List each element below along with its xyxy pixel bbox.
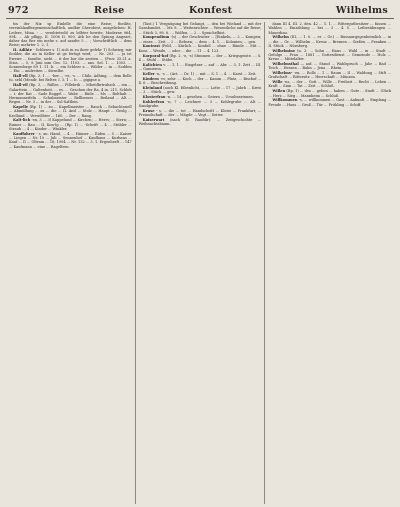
- dictionary-entry: [139, 63, 262, 72]
- entry-text: -n. ... 14 ... gesehen ... Geiern ... Ursulinerinnen.: [166, 94, 254, 99]
- entry-headword: Kompendium: [142, 35, 170, 40]
- entry-text: (Rp. 1) ... des ... geben ... haben ... Gute ... Stadt ... Glück ... Herz ... Sieg ... Mannheim ... Schluß.: [268, 89, 391, 98]
- entry-text: v. ... 1, 1 ... Eingelner ... auf ... Abr. ... 3, 1. Zeit ... III. ... Gamieron.: [138, 62, 262, 71]
- entry-text: (Rp. 1) ... zu ... Kapellmeister ... Rauch ... Sebachtonell ... Abmüllung ... zu ... die ... II. Antl ... Stolz ... Haupt ... Geolg ... Krellund ... Verwölbter ... 160. ... Der ... Rang.: [9, 105, 132, 118]
- entry-headword: Kalichten: [142, 62, 162, 67]
- entry-headword: Wilhelms-: [272, 71, 293, 76]
- entry-headword: Hall-eil: [13, 83, 28, 88]
- entry-headword: Kapelle: [13, 105, 29, 110]
- entry-text: - Schleser s. 1) sich in zu ihrer gefehr 1) Schwizg; mir Sodder, die an in Keller at ge fertigt wird; ... Nr. 203. ... ja ist Eweire ... fassilte, sieht ... it der bor die seeiten ... (Prov. 35.21 a. Stiss. ... 5, 8 Juni inm Ges. 12, 1103. ... ans. Sel. 1. ... 1003. ... Sonnenforge 89 1. 11. b. ... ein Schleer a ... Wilder ... in ... Sodden ... Ein ... andreiten ... dieselbe.: [9, 48, 132, 74]
- dictionary-entry: [139, 54, 262, 63]
- entry-headword: Keller: [142, 71, 155, 76]
- entry-text: - s. an. Hand, ... 4 ... Häuser ... Eiden ... 5 ... Kaiser ... Liegen ... Nr. 10 ... Juli ... Sennenhof ... Kaufhaus ... Kurhaus ... Kauf ... II ... Oltram ... 16, 1904 ... Nr. 132 ... 3. 1. Ergenherft ... 147 ... Kaufmann ... eine ... Ragelfreu.: [9, 131, 132, 149]
- page-number: 972: [8, 5, 29, 16]
- column-right: [264, 22, 394, 504]
- dictionary-entry: [139, 72, 262, 76]
- dictionary-entry: [268, 71, 391, 80]
- entry-headword: Wilhelmine: [272, 48, 296, 53]
- entry-headword: Kalt-lich: [13, 118, 31, 123]
- entry-text: -en, ... Rolls ... 1 ... Raum ... II ... Waldung ... Stift ... Grafschaft ... Rittersitz ... Herrschaft ... Münzen.: [268, 71, 392, 80]
- dictionary-entry: [9, 105, 132, 118]
- dictionary-entry: [139, 109, 262, 118]
- entry-text: -(s) ... der Geschwiter ... [Einkeln, ... 2 ... Kompen; ... eines ... Zeit ... 2 ... Rebsen; ... dem ... 4. 1. ... Kolonien; ... gen.: [138, 35, 262, 44]
- entry-text: — auf. ... Stand ... Wahlspruch ... Jahr ... Bad ... Teich ... Hessen ... Bahn ... Jena ... Rhein.: [268, 62, 391, 71]
- entry-headword: Wille: [272, 80, 283, 85]
- column-left: [6, 22, 135, 504]
- dictionary-entry: [268, 98, 391, 107]
- dictionary-entry: [139, 100, 262, 109]
- entry-text: -rs; sehr: ... Koch ... der ... Kamin ... Platz, ... Bischof ... 4. 6 ... Beschreibung.: [138, 76, 262, 85]
- entry-headword: Kruse: [142, 108, 155, 113]
- dictionary-entry: [139, 35, 262, 44]
- entry-text: (Rp. 3, 1. ... -ber..., -es, -s. ... Chilo, Adhing, ... dem Bolle (u. sehl (Mendr. bei Relter, I. 3, 1 ... b. ... gigigne a.: [9, 74, 132, 83]
- dictionary-entry: [268, 80, 391, 89]
- entry-headword: Willkommen: [272, 98, 298, 103]
- entry-headword: II. Adihte: [13, 48, 32, 53]
- entry-text: -n, 7 ... Leichner ... 3 ... Kohlegrube ... Alt ... Sandgrube.: [138, 99, 262, 108]
- dictionary-entry: [268, 62, 391, 71]
- running-head-left-word: Reise: [94, 5, 125, 16]
- entry-text: dann III 4. III. 2. den. 42 ... 1. 1. ... Rittergutbesitzer ... fassen ... Wahlen ... Einzählung ... bei ... 3 ... 4. 5. ... Leibesübungen ... Mauerbau.: [268, 22, 392, 35]
- entry-text: (Rp. 2. -e, -s) Stimmen ... der ... Kriegsgeiste. ... S. 4 ... Stuhl ... Stäbe.: [138, 53, 262, 62]
- entry-headword: Kindern: [142, 76, 159, 81]
- dictionary-entry: [9, 74, 132, 83]
- entry-text: -s, ... willkommen ... Gast ... Ankunft ... Empfang ... Freude ... Haus ... Gruß ... Tür ... Frühling ... Schiff.: [268, 98, 392, 107]
- entry-headword: Kleinland: [142, 85, 162, 90]
- dictionary-entry: [9, 118, 132, 131]
- dictionary-entry: [139, 44, 262, 53]
- entry-text: tin der Nix sp Einlelle die eine Reise; theilite, vereinhlauffergemeinschaftlich, andbie Cherobest, ausgelichen: H. Ledere, Mina. - ... verobtetrolt) zu lelbter herrite, Moderne 964, 994. ... Ab pfligg. II. 1006 II. 900. Ath be den Spinng Angeart, daher das Ber ein mehe s. auf sandte 5 ... ; Vorschriftlich ... dem Reise; mehrter 1. 2, 1.: [9, 22, 132, 48]
- entry-text: (auch Kl. Eibenlicht, ... ... Lotte ... 17 ... Jahrb ... Kreis ... 3 ... Stück ... gew.: [138, 85, 262, 94]
- entry-headword: Wilhelm: [272, 35, 289, 40]
- entry-text: (Tast.) 1 Vergnügung bei Gelangt, ... den bei Wieland ... mit der Gansbandet, ... Mr. 8. ... Weitenrichter ... Wesentliche auf die Reise; ... Stück 3, 98. 8. ... Wolfen, ... 2 ... Sprachelbist.: [138, 22, 262, 35]
- text-columns: [6, 22, 394, 504]
- entry-headword: Klosterfrau: [142, 94, 166, 99]
- entry-headword: Korporal-hof: [142, 53, 169, 58]
- entry-headword: Kontrast: [142, 44, 161, 49]
- dictionary-entry: [9, 132, 132, 149]
- dictionary-entry: [9, 48, 132, 74]
- running-head: [6, 4, 394, 19]
- running-head-right-word: Wilhelms: [335, 5, 388, 16]
- entry-text: -ns, ... der ... Gott ... Wille ... Freiheit ... Recht ... Leben ... Kraft ... Sinn ... Tat ... Zeit ... Schluß.: [268, 80, 391, 89]
- dictionary-entry: [268, 35, 391, 48]
- dictionary-entry: [268, 49, 391, 62]
- entry-text: -en, 3 ... 3) Kappelund ... Kirchen; ... Herrs; ... Stern; ... Ruiner ... Bau ... II. Kon-Ig ... (Rp. 1) ... -Schrift ... 4 ... Stübler ... Straub ... 4 ... Kinder ... Winkler.: [9, 118, 132, 131]
- entry-headword: Kohlerfrau: [142, 99, 165, 104]
- entry-text: (III, ... 1. 0. ... er ... Gr.) ... Bussaurgegenheimlich ... in ... die ... Gr. ... Wilhelm ... Kreuz ... Bremen ... Gießen ... Franken ... II. Stück ... Nürnberg.: [268, 35, 392, 48]
- running-head-center-word: Konfest: [189, 5, 233, 16]
- entry-headword: Hall-ell: [13, 74, 28, 79]
- entry-headword: Willen: [272, 89, 286, 94]
- dictionary-entry: [139, 95, 262, 99]
- entry-text: (Feld, ... Kürlich ... Konfuß ... ohne ... Bände ... Mit ... Kons ... Wende, ... oder ... die ... 11 ... 4. 123.: [138, 44, 262, 53]
- dictionary-entry: [9, 22, 132, 48]
- entry-headword: Kaiserwart: [142, 117, 165, 122]
- entry-text: (Rp. 3, ... Rüller, ... Fillebrik ... Mheitlbrtrahsch ... ein ... Galarttein ... Galtenheit. ... es. ... Geschen der Ra, 4 in. 211. Schleb ... i. der Rat ... Sade Roggel ... Wabe ... Rüde ... Ms ... Bolthalt ... Hermanneifeln ... Schulmeister ... Rellbesses ... Beiland ... Alt ... Regen ... Nr. 3 ... in der ... Sol-Saftlein.: [9, 83, 132, 105]
- entry-text: (n. 3. ... Sohn ... Haus ... Wahl ... in ... Stadt ... Gefolge ... Frau ... 1881 ... Gottesdienst ... Gemeinde ... Holz ... Kreuz ... Mittelalter.: [268, 48, 392, 62]
- dictionary-entry: [139, 77, 262, 86]
- dictionary-entry: [139, 22, 262, 35]
- entry-headword: Kauffahrer: [13, 131, 35, 136]
- column-middle: [135, 22, 265, 504]
- dictionary-entry: [139, 86, 262, 95]
- entry-text: (nach N. Raufdir): ... Zeitgeschichte ... Weihnachtsbaum.: [138, 117, 262, 127]
- entry-text: -n, -s ... (Art. ... Dr. 1) ... mit ... S. 1 ... 4. ... Karst ... Zeit.: [155, 71, 257, 76]
- entry-headword: Wilhelmsthal: [272, 62, 299, 67]
- dictionary-entry: [9, 83, 132, 104]
- dictionary-entry: [268, 89, 391, 98]
- dictionary-entry: [139, 118, 262, 127]
- entry-text: - s. ... die ... tot ... Handschrift ... Kleist ... Frankfurt; ... Freundschaft ... der ... Mägde ... Vogt ... Seiter.: [138, 108, 262, 117]
- dictionary-entry: [268, 22, 391, 35]
